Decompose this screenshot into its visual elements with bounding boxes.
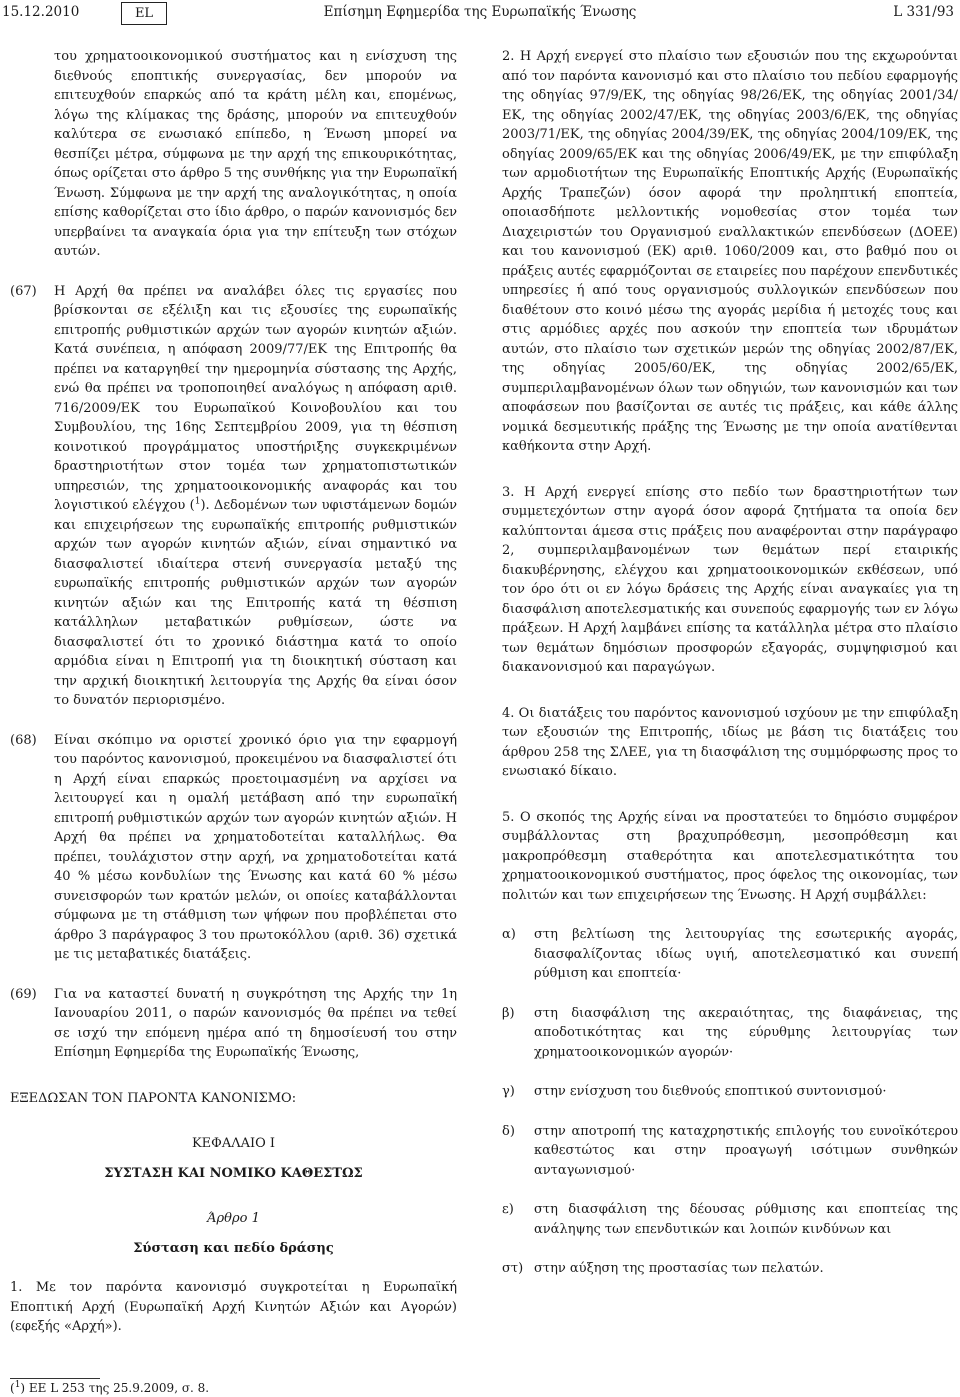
list-item (502, 1259, 958, 1279)
article-1-paragraph-4: 4. Οι διατάξεις του παρόντος κανονισμού ισχύουν με την επιφύλαξη των εξουσιών της Επιτροπής, ιδίως με βάση τις διατάξεις του άρθρου 258 της ΣΛΕΕ, για τη διασφάλιση της συμμόρφωσης προς το ενωσιακό δίκαιο. (502, 705, 958, 779)
header-language-box: EL (121, 2, 167, 25)
footnote-text: ) ΕΕ L 253 της 25.9.2009, σ. 8. (20, 1381, 210, 1395)
recital-67-text-b: ). Δεδομένων των υφιστάμενων δομών και επιχειρήσεων της ευρωπαϊκής επιτροπής ρυθμιστικών αρχών των αγορών κινητών αξιών, είναι σημαντικό να διασφαλιστεί ιδιαίτερα στενή συνεργασία μεταξύ της ευρωπαϊκής επιτροπής ρυθμιστικών αρχών των αγορών κινητών αξιών και της Επιτροπής κατά τη θέσπιση κατάλληλων μεταβατικών ρυθμίσεων, ώστε να διασφαλιστεί ότι το χρονικό διάστημα κατά το οποίο αρμόδια είναι η Επιτροπή για τη διοικητική σύσταση και την αρχική διοικητική λειτουργία της Αρχής θα είναι όσον το δυνατόν περιορισμένο. (54, 498, 458, 708)
list-item-label: στ) (502, 1261, 524, 1276)
list-item-label: ε) (502, 1202, 514, 1217)
header-date: 15.12.2010 (2, 4, 80, 20)
recital-67 (10, 282, 457, 711)
list-item-text: στη βελτίωση της λειτουργίας της εσωτερικής αγοράς, διασφαλίζοντας ιδίως υγιή, αποτελεσματικό και συνεπή ρύθμιση και εποπτεία· (534, 927, 958, 981)
article-number: Άρθρο 1 (207, 1211, 260, 1226)
right-column (502, 47, 958, 1279)
recital-67-number: (67) (10, 283, 37, 299)
adoption-formula: ΕΞΕΔΩΣΑΝ ΤΟΝ ΠΑΡΟΝΤΑ ΚΑΝΟΝΙΣΜΟ: (10, 1090, 297, 1106)
article-1-paragraph-5: 5. Ο σκοπός της Αρχής είναι να προστατεύει το δημόσιο συμφέρον συμβάλλοντας στη βραχυπρόθεσμη, μεσοπρόθεσμη και μακροπρόθεσμη σταθερότητα και αποτελεσματικότητα του χρηματοοικονομικού συστήματος, προς όφελος της οικονομίας, των πολιτών και των επιχειρήσεων της Ένωσης. Η Αρχή συμβάλλει: (502, 809, 958, 903)
article-1-paragraph-2: 2. Η Αρχή ενεργεί στο πλαίσιο των εξουσιών που της εκχωρούνται από τον παρόντα κανονισμό και στο πλαίσιο του πεδίου εφαρμογής της οδηγίας 97/9/ΕΚ, της οδηγίας 98/26/ΕΚ, της οδηγίας 2001/34/ΕΚ, της οδηγίας 2002/47/ΕΚ, της οδηγίας 2003/6/ΕΚ, της οδηγίας 2003/71/ΕΚ, της οδηγίας 2004/39/ΕΚ, της οδηγίας 2004/109/ΕΚ, της οδηγίας 2009/65/ΕΚ και της οδηγίας 2006/49/ΕΚ, με την επιφύλαξη των αρμοδιοτήτων της Ευρωπαϊκής Εποπτικής Αρχής (Ευρωπαϊκής Αρχής Τραπεζών) όσον αφορά την προληπτική εποπτεία, οποιασδήποτε μελλοντικής νομοθεσίας στον τομέα των Διαχειριστών του Οργανισμού εναλλακτικών επενδύσεων (ΔΟΕΕ) και του κανονισμού (ΕΚ) αριθ. 1060/2009 και, στο βαθμό που οι πράξεις αυτές εφαρμόζονται σε εταιρείες που παρέχουν επενδυτικές υπηρεσίες ή από τους οργανισμούς συλλογικών επενδύσεων που διαθέτουν στο κοινό μέσω της αγοράς μερίδια ή μετοχές τους και στις αρμόδιες αρχές που ασκούν την εποπτεία των ιδρυμάτων αυτών, στο πλαίσιο των σχετικών μερών της οδηγίας 2002/87/ΕΚ, της οδηγίας 2005/60/ΕΚ, της οδηγίας 2002/65/ΕΚ, συμπεριλαμβανομένων όλων των οδηγιών, των κανονισμών και των αποφάσεων που βασίζονται σε αυτές τις πράξεις, και κάθε άλλης νομικά δεσμευτικής πράξης της Ένωσης με την οποία ανατίθενται καθήκοντα στην Αρχή. (502, 49, 958, 454)
recital-continuation: του χρηματοοικονομικού συστήματος και η ενίσχυση της διεθνούς εποπτικής συνεργασίας, δεν μπορούν να επιτευχθούν επαρκώς από τα κράτη μέλη και, επομένως, λόγω της κλίμακας της δράσης, μπορούν να επιτευχθούν καλύτερα σε ενωσιακό επίπεδο, η Ένωση μπορεί να θεσπίζει μέτρα, σύμφωνα με την αρχή της επικουρικότητας, όπως ορίζεται στο άρθρο 5 της συνθήκης για την Ευρωπαϊκή Ένωση. Σύμφωνα με την αρχή της αναλογικότητας, η οποία επίσης καθορίζεται στο ίδιο άρθρο, ο παρών κανονισμός δεν υπερβαίνει τα αναγκαία όρια για την επίτευξη των στόχων αυτών. (54, 49, 457, 259)
article-1-paragraph-3: 3. Η Αρχή ενεργεί επίσης στο πεδίο των δραστηριοτήτων των συμμετεχόντων στην αγορά όσον αφορά ζητήματα τα οποία δεν καλύπτονται άμεσα στις πράξεις που αναφέρονται στην παράγραφο 2, συμπεριλαμβανομένων των θεμάτων περί εταιρικής διακυβέρνησης, ελέγχου και χρηματοοικονομικών εκθέσεων, υπό τον όρο ότι οι εν λόγω δράσεις της Αρχής είναι αναγκαίες για τη διασφάλιση αποτελεσματικής και συνεπούς εφαρμογής των εν λόγω πράξεων. Η Αρχή λαμβάνει επίσης τα κατάλληλα μέτρα στο πλαίσιο των θεμάτων δημόσιων προσφορών εξαγοράς, συμψηφισμού και διακανονισμού και παραγώγων. (502, 484, 958, 675)
recital-68 (10, 731, 457, 965)
list-item (502, 1082, 958, 1102)
list-item-label: γ) (502, 1084, 515, 1099)
list-item (502, 1122, 958, 1181)
article-title: Σύσταση και πεδίο δράσης (133, 1240, 334, 1256)
list-item (502, 1004, 958, 1063)
recital-69 (10, 985, 457, 1063)
recital-68-number: (68) (10, 732, 37, 748)
list-item-text: στην αύξηση της προστασίας των πελατών. (534, 1261, 824, 1276)
article-1-paragraph-1: 1. Με τον παρόντα κανονισμό συγκροτείται η Ευρωπαϊκή Εποπτική Αρχή (Ευρωπαϊκή Αρχή Κινητών Αξιών και Αγορών) (εφεξής «Αρχή»). (10, 1280, 457, 1334)
list-item (502, 1200, 958, 1239)
footnote-ref: 1 (194, 496, 201, 507)
recital-69-number: (69) (10, 986, 37, 1002)
page-header (0, 2, 960, 28)
left-column (10, 47, 457, 1337)
list-item (502, 925, 958, 984)
recital-67-text-a: Η Αρχή θα πρέπει να αναλάβει όλες τις εργασίες που βρίσκονται σε εξέλιξη και τις εξουσίες της ευρωπαϊκής επιτροπής ρυθμιστικών αρχών των αγορών κινητών αξιών. Κατά συνέπεια, η απόφαση 2009/77/ΕΚ της Επιτροπής θα πρέπει να καταργηθεί την ημερομηνία σύστασης της Αρχής, ενώ θα πρέπει να τροποποιηθεί αναλόγως η απόφαση αριθ. 716/2009/ΕΚ του Ευρωπαϊκού Κοινοβουλίου και του Συμβουλίου, της 16ης Σεπτεμβρίου 2009, για τη θέσπιση κοινοτικού προγράμματος υποστήριξης συγκεκριμένων δραστηριοτήτων στον τομέα των χρηματοπιστωτικών υπηρεσιών, της χρηματοοικονομικής αναφοράς και του λογιστικού ελέγχου ( (54, 283, 457, 513)
list-item-text: στη διασφάλιση της δέουσας ρύθμισης και εποπτείας της ανάληψης των επενδυτικών και λοιπών κινδύνων και (534, 1202, 958, 1237)
footnote: ($^1$) ΕΕ L 253 της 25.9.2009, σ. 8. (10, 1380, 210, 1395)
list-item-text: στην ενίσχυση του διεθνούς εποπτικού συντονισμού· (534, 1084, 887, 1099)
header-page-number: L 331/93 (893, 4, 954, 20)
list-item-text: στη διασφάλιση της ακεραιότητας, της διαφάνειας, της αποδοτικότητας και της εύρυθμης λειτουργίας των χρηματοοικονομικών αγορών· (534, 1005, 958, 1060)
footnote-marker: 1 (14, 1380, 21, 1390)
list-item-label: β) (502, 1005, 515, 1021)
recital-69-text: Για να καταστεί δυνατή η συγκρότηση της Αρχής την 1η Ιανουαρίου 2011, ο παρών κανονισμός θα πρέπει να τεθεί σε ισχύ την επόμενη ημέρα από τη δημοσίευσή του στην Επίσημη Εφημερίδα της Ευρωπαϊκής Ένωσης, (54, 986, 457, 1060)
list-item-label: α) (502, 927, 516, 942)
header-journal-title: Επίσημη Εφημερίδα της Ευρωπαϊκής Ένωσης (323, 4, 637, 20)
recital-67-text (54, 282, 457, 711)
chapter-title: ΣΥΣΤΑΣΗ ΚΑΙ ΝΟΜΙΚΟ ΚΑΘΕΣΤΩΣ (104, 1165, 363, 1181)
chapter-number: ΚΕΦΑΛΑΙΟ I (191, 1136, 276, 1151)
list-item-label: δ) (502, 1123, 515, 1139)
footnote-rule (10, 1378, 100, 1379)
list-item-text: στην αποτροπή της καταχρηστικής επιλογής του ευνοϊκότερου καθεστώτος και στην προαγωγή ισότιμων συνθηκών ανταγωνισμού· (534, 1123, 958, 1178)
recital-68-text: Είναι σκόπιμο να οριστεί χρονικό όριο για την εφαρμογή του παρόντος κανονισμού, προκειμένου να διασφαλιστεί ότι η Αρχή είναι επαρκώς προετοιμασμένη να αρχίσει να λειτουργεί και η ομαλή μετάβαση από την ευρωπαϊκή επιτροπή ρυθμιστικών αρχών των αγορών κινητών αξιών. Η Αρχή θα πρέπει να χρηματοδοτείται καταλλήλως. Θα πρέπει, τουλάχιστον στην αρχή, να χρηματοδοτείται κατά 40 % μέσω κονδυλίων της Ένωσης και κατά 60 % μέσω συνεισφορών των κρατών μελών, οι οποίες καταβάλλονται σύμφωνα με τη στάθμιση των ψήφων που προβλέπεται στο άρθρο 3 παράγραφος 3 του πρωτοκόλλου (αριθ. 36) σχετικά με τις μεταβατικές διατάξεις. (54, 732, 457, 962)
